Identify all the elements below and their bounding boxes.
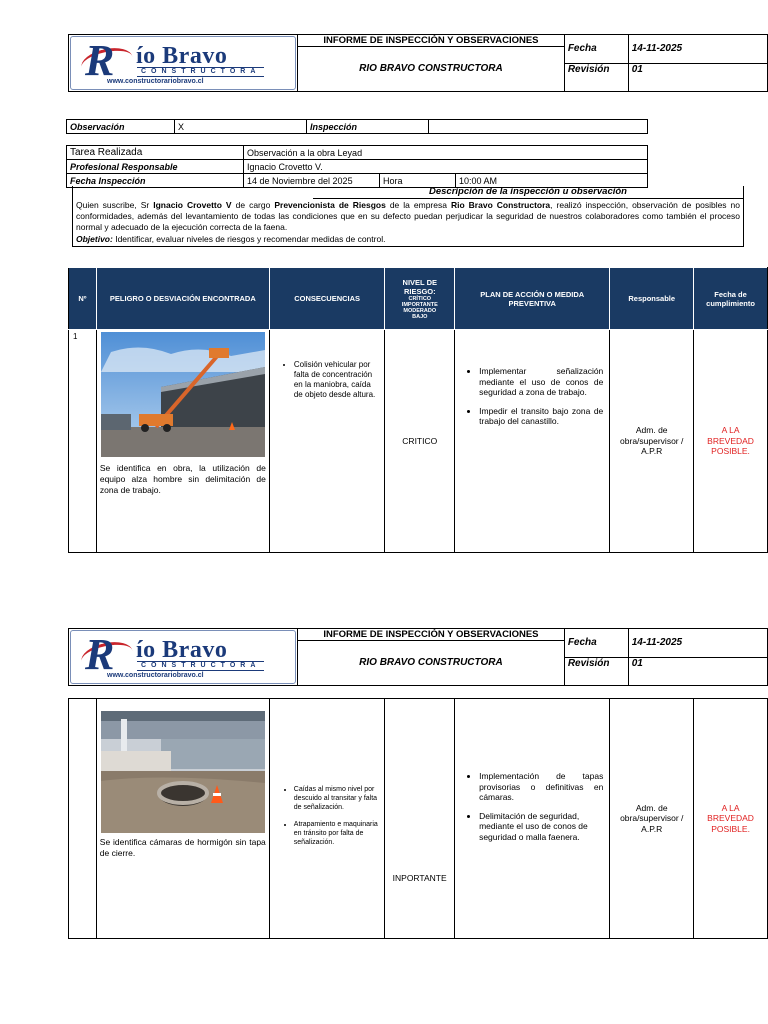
tarea-label: Tarea Realizada [67, 146, 244, 160]
info-table [66, 145, 648, 188]
hora-value: 10:00 AM [456, 174, 648, 188]
logo-subtitle: CONSTRUCTORA [137, 67, 264, 77]
logo-name: ío Bravo [123, 43, 228, 69]
consequences-cell [269, 330, 385, 553]
risk-table [68, 267, 768, 553]
responsible: Adm. de obra/supervisor / A.P.R [610, 330, 694, 553]
risk-level: CRITICO [385, 330, 455, 553]
consequence-item: • Atrapamiento e maquinaria en tránsito por falta de señalización. [294, 820, 380, 847]
objetivo-text: Identificar, evaluar niveles de riesgos y recomendar medidas de control. [112, 234, 386, 244]
inspeccion-label: Inspección [307, 120, 429, 134]
row-num: 1 [69, 330, 97, 553]
action-item: • Delimitación de seguridad, mediante el uso de conos de seguridad o malla faenera. [479, 811, 603, 843]
hazard-cell [96, 330, 269, 553]
description-title: Descripción de la inspección u observación [313, 186, 743, 199]
responsible: Adm. de obra/supervisor / A.P.R [610, 699, 694, 939]
due-date: A LA BREVEDAD POSIBLE. [694, 699, 768, 939]
revision-value: 01 [628, 657, 767, 686]
logo-name: ío Bravo [123, 637, 228, 663]
company-logo: R ío Bravo CONSTRUCTORA www.constructorariobravo.cl [70, 36, 296, 90]
col-fecha: Fecha de cumplimiento [694, 268, 768, 330]
consequence-item: • Colisión vehicular por falta de concentración en la maniobra, caída de objeto desde altura. [294, 360, 381, 400]
actions-cell [455, 330, 610, 553]
table-row [69, 330, 768, 553]
fecha-label: Fecha [564, 629, 628, 658]
logo-url: www.constructorariobravo.cl [107, 78, 204, 85]
hazard-cell [96, 699, 269, 939]
fecha-label: Fecha [564, 35, 628, 64]
logo-cell [69, 35, 298, 92]
action-item: • Implementar señalización mediante el uso de conos de seguridad a zona de trabajo. [479, 366, 603, 398]
risk-level: INPORTANTE [385, 699, 455, 939]
fecha-value: 14-11-2025 [628, 629, 767, 658]
hazard-description: Se identifica cámaras de hormigón sin tapa de cierre. [99, 837, 266, 858]
logo-url: www.constructorariobravo.cl [107, 672, 204, 679]
col-responsable: Responsable [610, 268, 694, 330]
tarea-value: Observación a la obra Leyad [244, 146, 648, 160]
observacion-mark: X [175, 120, 307, 134]
actions-cell [455, 699, 610, 939]
table-row [69, 699, 768, 939]
revision-label: Revisión [564, 657, 628, 686]
row-num [69, 699, 97, 939]
hora-label: Hora [380, 174, 456, 188]
description-block [72, 186, 744, 247]
due-date: A LA BREVEDAD POSIBLE. [694, 330, 768, 553]
profesional-label: Profesional Responsable [67, 160, 244, 174]
col-num: Nº [69, 268, 97, 330]
action-item: • Impedir el transito bajo zona de trabajo del canastillo. [479, 406, 603, 427]
fecha-value: 14-11-2025 [628, 35, 767, 64]
revision-value: 01 [628, 63, 767, 92]
report-title: INFORME DE INSPECCIÓN Y OBSERVACIONES [298, 629, 564, 641]
col-peligro: PELIGRO O DESVIACIÓN ENCONTRADA [96, 268, 269, 330]
fecha-inspeccion-label: Fecha Inspección [67, 174, 244, 188]
fecha-inspeccion-value: 14 de Noviembre del 2025 [244, 174, 380, 188]
company-name: RIO BRAVO CONSTRUCTORA [359, 657, 503, 668]
company-logo: R ío Bravo CONSTRUCTORA www.constructorariobravo.cl [70, 630, 296, 684]
type-row [66, 119, 648, 134]
consequences-cell [269, 699, 384, 939]
logo-subtitle: CONSTRUCTORA [137, 661, 264, 671]
report-header-page-2 [68, 628, 768, 686]
col-consecuencias: CONSECUENCIAS [269, 268, 385, 330]
profesional-value: Ignacio Crovetto V. [244, 160, 648, 174]
report-title: INFORME DE INSPECCIÓN Y OBSERVACIONES [298, 35, 564, 47]
inspeccion-mark [429, 120, 648, 134]
description-text: Quien suscribe, Sr Ignacio Crovetto V de cargo Prevencionista de Riesgos de la empresa Rio Bravo Constructora, realizó inspección, observación de posibles no conformidades, además del levantamiento de todas las condiciones que en su defecto puedan perjudicar la seguridad de nuestros colaboradores como también el proceso normal y adecuado de la ejecución correcta de la faena. [76, 200, 741, 232]
action-item: • Implementación de tapas provisorias o definitivas en cámaras. [479, 771, 603, 803]
objetivo-line [73, 234, 743, 246]
objetivo-label: Objetivo: [76, 234, 113, 244]
logo-cell [69, 629, 298, 686]
company-name: RIO BRAVO CONSTRUCTORA [359, 63, 503, 74]
hazard-description: Se identifica en obra, la utilización de equipo alza hombre sin delimitación de zona de trabajo. [99, 463, 266, 495]
observacion-label: Observación [67, 120, 175, 134]
report-header [68, 34, 768, 92]
consequence-item: • Caídas al mismo nivel por descuido al transitar y falta de señalización. [294, 785, 380, 812]
col-nivel: NIVEL DE RIESGO: CRÍTICO IMPORTANTE MODERADO BAJO [385, 268, 455, 330]
revision-label: Revisión [564, 63, 628, 92]
hazard-photo-chamber [101, 711, 265, 833]
hazard-photo-lift [101, 332, 265, 457]
col-plan: PLAN DE ACCIÓN O MEDIDA PREVENTIVA [455, 268, 610, 330]
risk-table-page-2 [68, 698, 768, 939]
